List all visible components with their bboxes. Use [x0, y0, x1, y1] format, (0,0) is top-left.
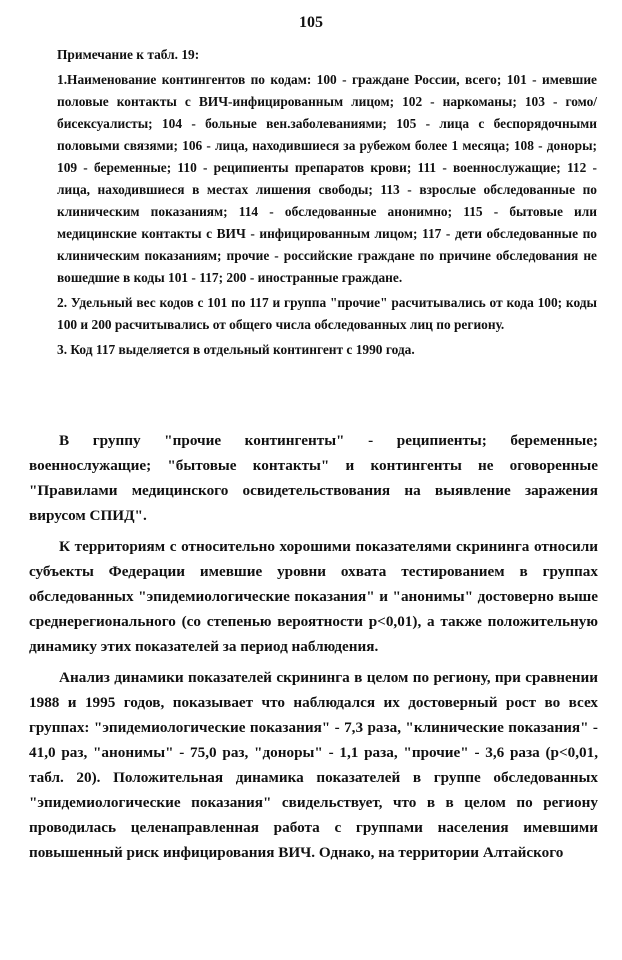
note-item-2: 2. Удельный вес кодов с 101 по 117 и группа "прочие" расчитывались от кода 100; коды 100 и 200 расчитывались от общего числа обследованных лиц по региону. — [57, 295, 597, 332]
paragraph-screening-dynamics: Анализ динамики показателей скрининга в целом по региону, при сравнении 1988 и 1995 годов, показывает что наблюдался их достоверный рост во всех группах: "эпидемиологические показания" - 7,3 раза, "клинические показания" - 41,0 раз, "анонимы" - 75,0 раз, "доноры" - 1,1 раза, "прочие" - 3,6 раза (р<0,01, табл. 20). Положительная динамика показателей в группе обследованных "эпидемиологические показания" свидельствует, что в в целом по региону проводилась целенаправленная работа с группами населения имевшими повышенный риск инфицирования ВИЧ. Однако, на территории Алтайского — [29, 669, 598, 861]
note-title: Примечание к табл. 19: — [57, 47, 200, 62]
paragraph-other-contingents: В группу "прочие контингенты" - реципиенты; беременные; военнослужащие; "бытовые контакты" и контингенты не оговоренные "Правилами медицинского освидетельствования на выявление заражения вирусом СПИД". — [29, 432, 598, 524]
page-number: 105 — [299, 14, 323, 31]
note-item-3: 3. Код 117 выделяется в отдельный контингент с 1990 года. — [57, 342, 415, 357]
note-item-1: 1.Наименование контингентов по кодам: 100 - граждане России, всего; 101 - имевшие половые контакты с ВИЧ-инфицированным лицом; 102 - наркоманы; 103 - гомо/ бисексуалисты; 104 - больные вен.заболеваниями; 105 - лица с беспорядочными половыми связями; 106 - лица, находившиеся за рубежом более 1 месяца; 108 - доноры; 109 - беременные; 110 - реципиенты препаратов крови; 111 - военнослужащие; 112 - лица, находившиеся в местах лишения свободы; 113 - взрослые обследованные по клиническим показаниям; 114 - обследованные анонимно; 115 - бытовые или медицинские контакты с ВИЧ - инфицированным лицом; 117 - дети обследованные по клиническим показаниям; прочие - российские граждане по причине обследования не вошедшие в коды 101 - 117; 200 - иностранные граждане. — [57, 72, 597, 285]
paragraph-territories: К территориям с относительно хорошими показателями скрининга относили субъекты Федерации имевшие уровни охвата тестированием в группах обследованных "эпидемиологические показания" и "анонимы" достоверно выше среднерегионального (со степенью вероятности р<0,01), а также положительную динамику этих показателей за период наблюдения. — [29, 538, 598, 655]
body-text — [29, 428, 598, 871]
table-note — [57, 44, 597, 364]
